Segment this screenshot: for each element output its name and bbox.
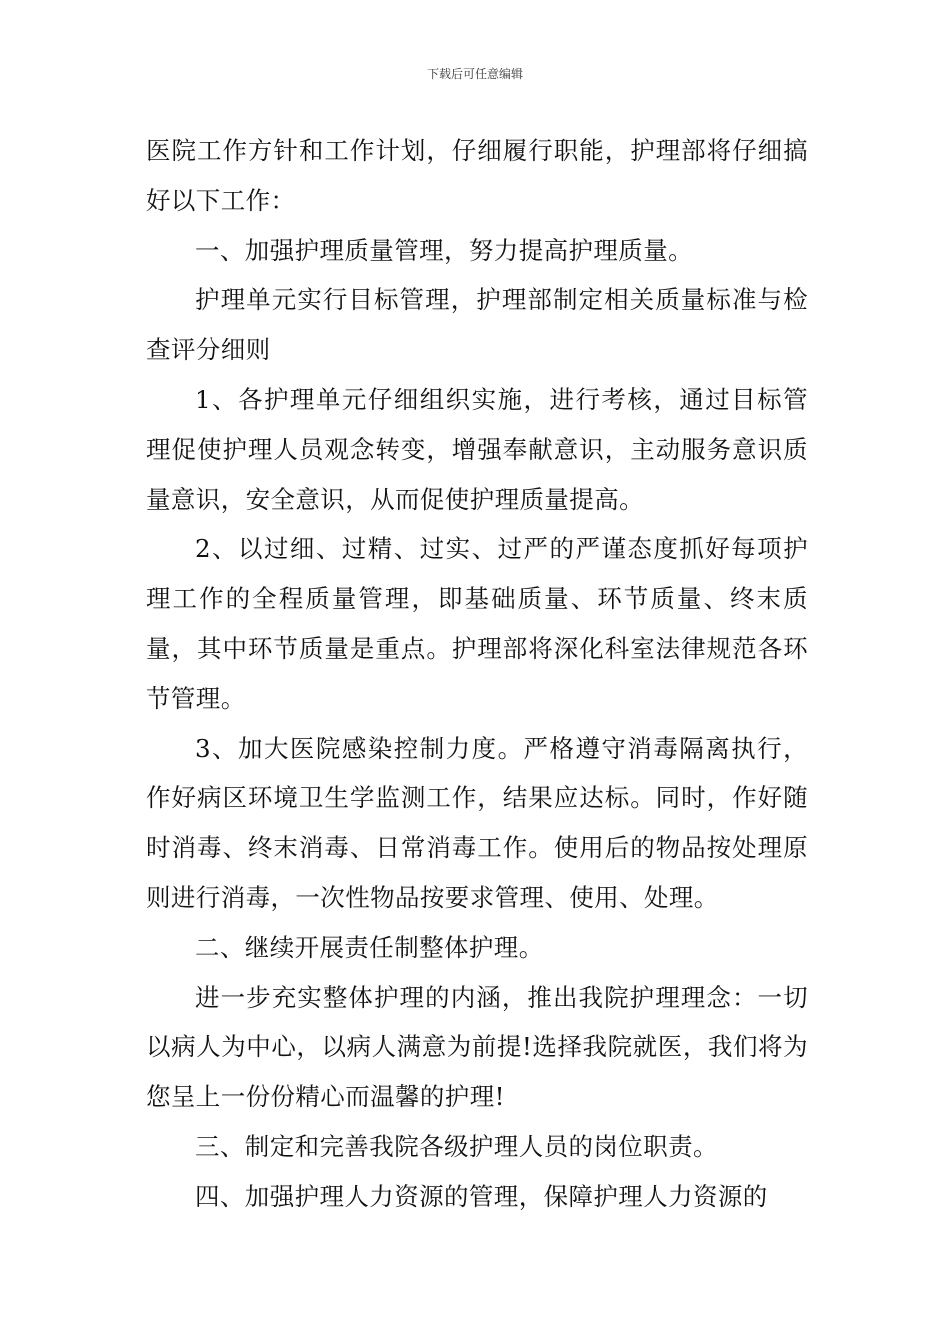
paragraph-item-1: 1、各护理单元仔细组织实施，进行考核，通过目标管理促使护理人员观念转变，增强奉献意识，主动服务意识质量意识，安全意识，从而促使护理质量提高。	[146, 384, 808, 514]
paragraph-item-3: 3、加大医院感染控制力度。严格遵守消毒隔离执行，作好病区环境卫生学监测工作，结果应达标。同时，作好随时消毒、终末消毒、日常消毒工作。使用后的物品按处理原则进行消毒，一次性物品按要求管理、使用、处理。	[146, 733, 808, 912]
document-body	[146, 126, 808, 1222]
paragraph-intro: 医院工作方针和工作计划，仔细履行职能，护理部将仔细搞好以下工作：	[146, 136, 808, 215]
page-header-note: 下载后可任意编辑	[426, 67, 523, 81]
paragraph-section-2-heading: 二、继续开展责任制整体护理。	[195, 932, 544, 962]
paragraph-target-management: 护理单元实行目标管理，护理部制定相关质量标准与检查评分细则	[146, 285, 808, 365]
paragraph-section-1-heading: 一、加强护理质量管理，努力提高护理质量。	[195, 235, 693, 265]
paragraph-item-2: 2、以过细、过精、过实、过严的严谨态度抓好每项护理工作的全程质量管理，即基础质量、环节质量、终末质量，其中环节质量是重点。护理部将深化科室法律规范各环节管理。	[146, 534, 808, 713]
paragraph-nursing-philosophy: 进一步充实整体护理的内涵，推出我院护理理念：一切以病人为中心，以病人满意为前提!选择我院就医，我们将为您呈上一份份精心而温馨的护理!	[146, 982, 808, 1112]
paragraph-section-3-heading: 三、制定和完善我院各级护理人员的岗位职责。	[195, 1131, 718, 1161]
paragraph-section-4-heading: 四、加强护理人力资源的管理，保障护理人力资源的	[195, 1181, 768, 1211]
